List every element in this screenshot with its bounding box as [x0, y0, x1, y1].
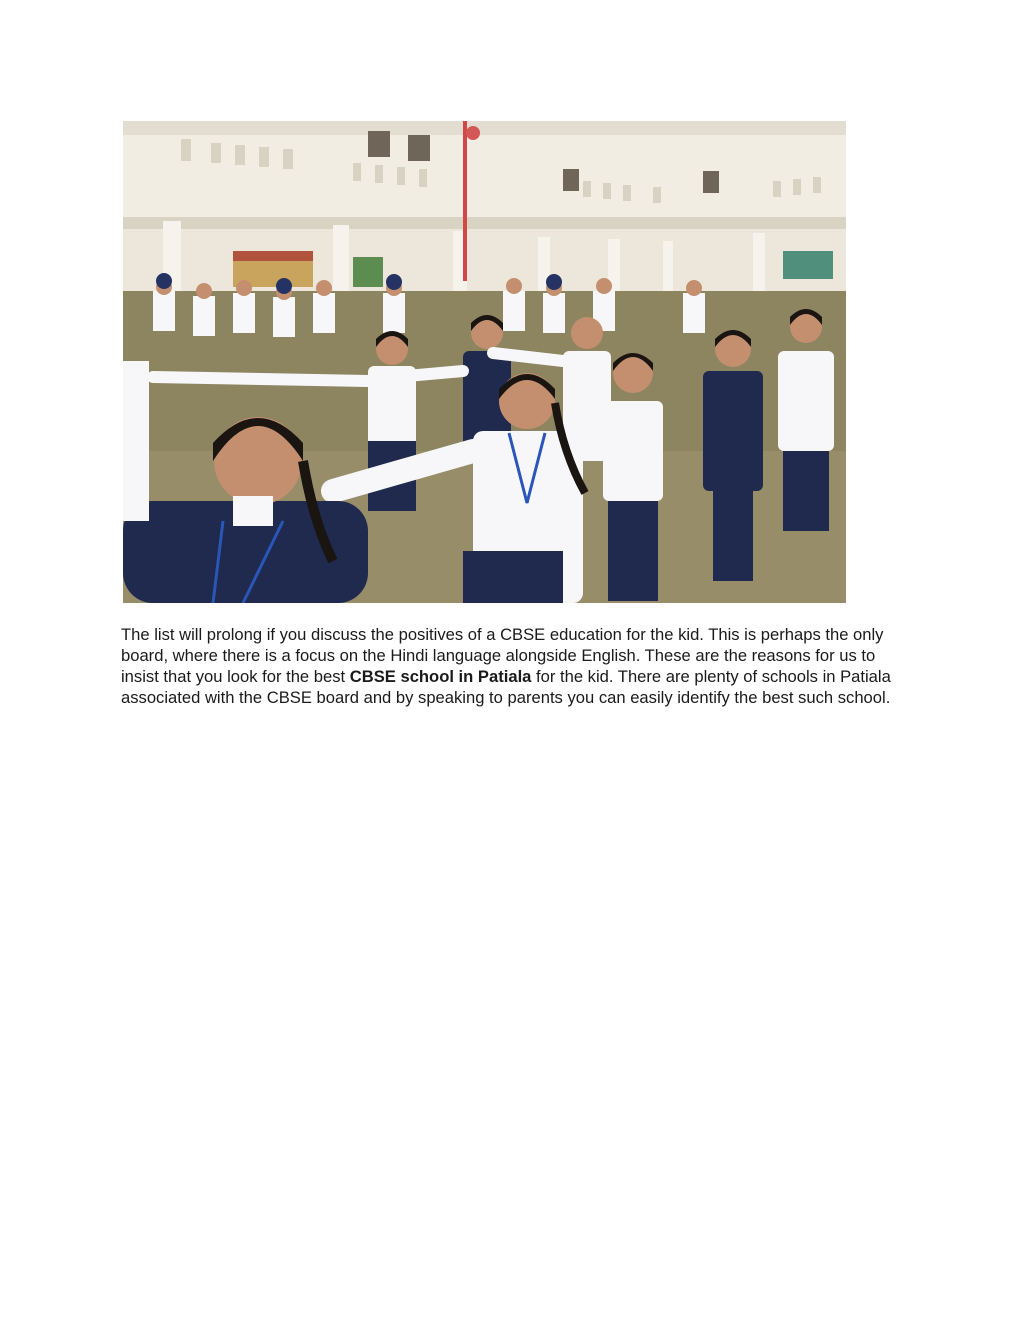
- school-assembly-photo: [123, 121, 846, 603]
- body-text-after: for the kid. There are plenty of schools in Patiala associated with the CBSE board and by speaking to parents you can easily identify the best such school.: [121, 667, 891, 707]
- body-paragraph: [121, 624, 911, 708]
- school-assembly-photo-drawing: [123, 121, 846, 603]
- body-text-before: The list will prolong if you discuss the positives of a CBSE education for the kid. This is perhaps the only board, where there is a focus on the Hindi language alongside English. These are the reasons for us to insist that you look for the best: [121, 625, 884, 686]
- cbse-school-patiala-link[interactable]: CBSE school in Patiala: [349, 667, 532, 686]
